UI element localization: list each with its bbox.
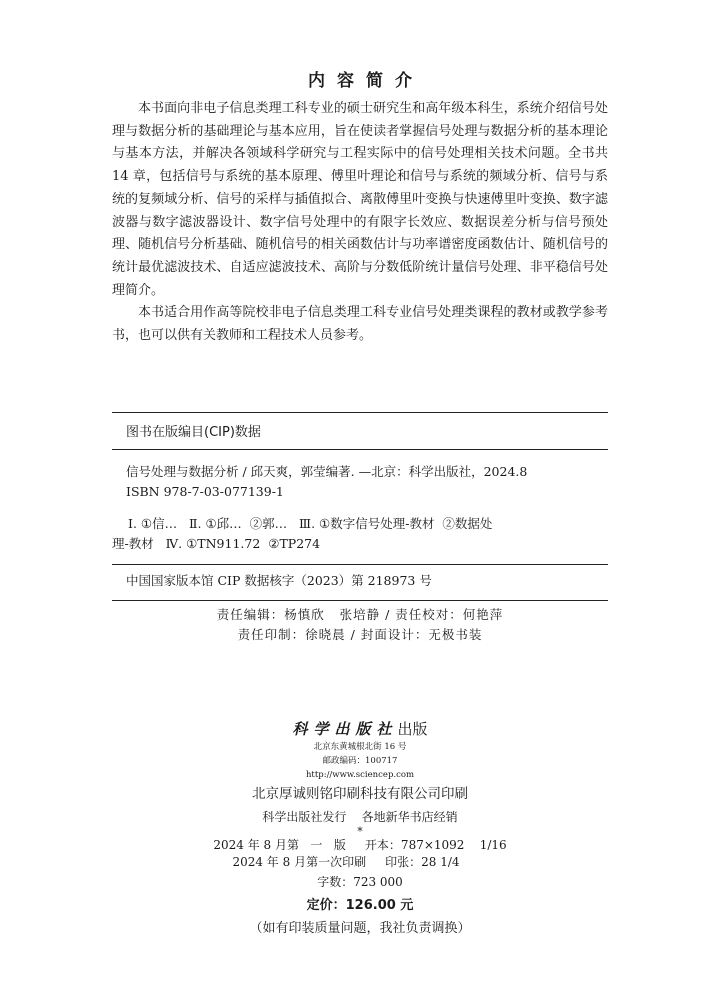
- cip-heading-rule: [112, 449, 608, 450]
- price: 定价：126.00 元: [306, 898, 414, 913]
- publisher-address: 北京东黄城根北街 16 号: [313, 742, 407, 752]
- cip-data-block: [112, 412, 608, 645]
- intro-paragraph-2: 本书适合用作高等院校非电子信息类理工科专业信号处理类课程的教材或教学参考书，也可以供有关教师和工程技术人员参考。: [112, 305, 608, 344]
- distribution-line: 科学出版社发行 各地新华书店经销: [262, 810, 458, 824]
- publisher-website: http://www.sciencep.com: [305, 770, 415, 780]
- edition-line-1: 2024 年 8 月第 一 版 开本：787×1092 1/16: [213, 838, 507, 852]
- publisher-suffix: 出版: [397, 720, 428, 738]
- word-count: 字数：723 000: [317, 875, 403, 889]
- cip-classification-block: [112, 514, 608, 554]
- publisher-info: [0, 718, 720, 939]
- cip-citation: 信号处理与数据分析 / 邱天爽，郭莹编著. —北京：科学出版社，2024.8: [126, 464, 528, 479]
- cip-classification-line-2: 理-教材 Ⅳ. ①TN911.72 ②TP274: [112, 536, 321, 551]
- publisher-logotype: 科学出版社: [292, 720, 398, 738]
- separator-star: *: [357, 825, 363, 838]
- publisher-name-line: [0, 718, 720, 740]
- cip-body: [112, 462, 608, 554]
- staff-line-production: 责任印制：徐晓晨 / 封面设计：无极书装: [237, 627, 483, 642]
- quality-notice: （如有印装质量问题，我社负责调换）: [249, 921, 471, 936]
- cip-summary-rule: [112, 564, 608, 565]
- cip-summary: 中国国家版本馆 CIP 数据核字（2023）第 218973 号: [126, 573, 432, 588]
- intro-paragraph-1: 本书面向非电子信息类理工科专业的硕士研究生和高年级本科生，系统介绍信号处理与数据分析的基础理论与基本应用，旨在使读者掌握信号处理与数据分析的基本理论与基本方法，并解决各领域科学研究与工程实际中的信号处理相关技术问题。全书共 14 章，包括信号与系统的基本原理、傅里叶理论和信号与系统的频域分析、信号与系统的复频域分析、信号的采样与插值拟合、离散傅里叶变换与快速傅里叶变换、数字滤波器与数字滤波器设计、数字信号处理中的有限字长效应、数据误差分析与信号预处理、随机信号分析基础、随机信号的相关函数估计与功率谱密度函数估计、随机信号的统计最优滤波技术、自适应滤波技术、高阶与分数低阶统计量信号处理、非平稳信号处理简介。: [112, 101, 608, 298]
- edition-line-2: 2024 年 8 月第一次印刷 印张：28 1/4: [232, 855, 460, 869]
- cip-isbn: ISBN 978-7-03-077139-1: [126, 484, 284, 499]
- cip-citation-block: [126, 462, 608, 502]
- responsible-staff: [112, 601, 608, 645]
- page-title: 内容简介: [308, 71, 424, 91]
- edition-info: [0, 837, 720, 871]
- staff-line-editors: 责任编辑：杨慎欣 张培静 / 责任校对：何艳萍: [216, 607, 504, 622]
- cip-heading: 图书在版编目(CIP)数据: [126, 425, 261, 440]
- publisher-postcode: 邮政编码：100717: [322, 756, 398, 766]
- cip-classification-line-1: Ⅰ. ①信… Ⅱ. ①邱… ②郭… Ⅲ. ①数字信号处理-教材 ②数据处: [128, 516, 493, 531]
- book-introduction: [112, 98, 608, 348]
- printer-line: 北京厚诚则铭印刷科技有限公司印刷: [252, 786, 468, 802]
